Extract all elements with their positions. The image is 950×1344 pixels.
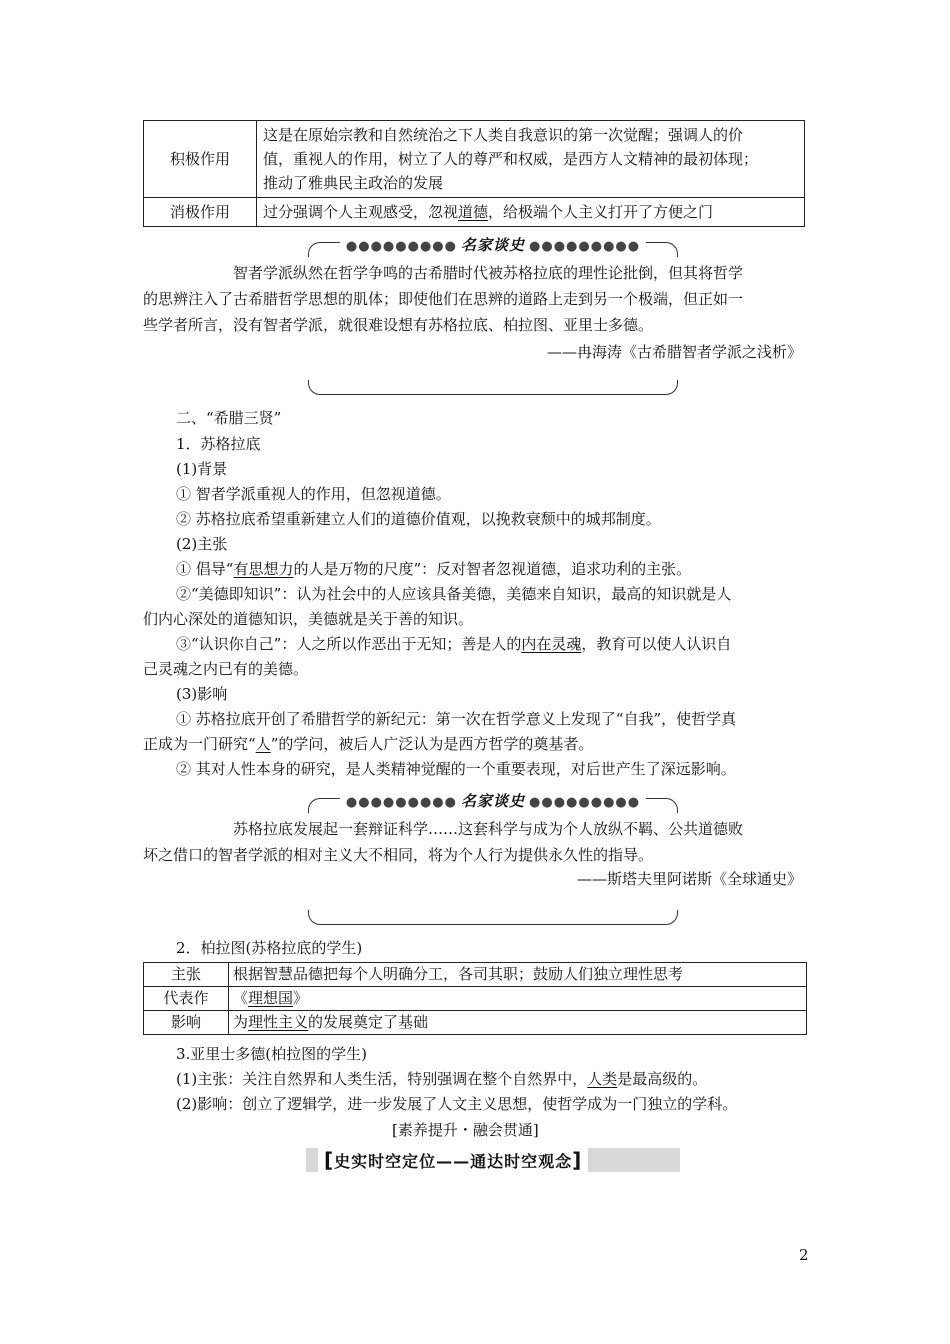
claim-2b: 们内心深处的道德知识，美德就是关于善的知识。 (143, 610, 474, 628)
text-span: ，给极端个人主义打开了方便之门 (488, 203, 714, 221)
quote2-source: ——斯塔夫里阿诺斯《全球通史》 (576, 870, 802, 888)
underlined-term: 理性主义 (248, 1013, 309, 1031)
underlined-term: 理想国 (248, 989, 294, 1007)
table-row (144, 963, 807, 987)
section-banner (306, 1148, 680, 1172)
plato-table (143, 962, 807, 1035)
text-span: 是最高级的。 (617, 1070, 708, 1088)
right-bracket-icon: ] (572, 1148, 583, 1172)
quote-line: 坏之借口的智者学派的相对主义大不相同，将为个人行为提供永久性的指导。 (143, 846, 654, 864)
page-number: 2 (799, 1246, 809, 1264)
negative-effect-label: 消极作用 (144, 198, 257, 227)
aristotle-influence: (2)影响：创立了逻辑学，进一步发展了人文主义思想，使哲学成为一门独立的学科。 (176, 1095, 738, 1113)
quote-line: 苏格拉底发展起一套辩证科学……这套科学与成为个人放纵不羁、公共道德败 (233, 820, 744, 838)
banner-label-wrap (318, 1148, 588, 1172)
table-row (144, 987, 807, 1011)
claim-3b: 己灵魂之内已有的美德。 (143, 660, 309, 678)
aristotle-claim (176, 1067, 707, 1091)
text-line: 推动了雅典民主政治的发展 (263, 174, 444, 192)
text-span: ，教育可以使人认识自 (581, 635, 732, 653)
box-header: ●●●●●●●●● 名家谈史 ●●●●●●●●● (340, 234, 646, 255)
quote1-source: ——冉海涛《古希腊智者学派之浅析》 (546, 343, 802, 361)
claim-1 (176, 557, 691, 581)
banner-label: 史实时空定位——通达时空观念 (334, 1152, 573, 1171)
underlined-term: 人类 (587, 1070, 618, 1088)
table-row (144, 198, 805, 227)
underlined-term: 内在灵魂 (521, 635, 582, 653)
footer-note: [素养提升・融会贯通] (392, 1121, 539, 1139)
quote-line: 智者学派纵然在哲学争鸣的古希腊时代被苏格拉底的理性论批倒，但其将哲学 (233, 264, 744, 282)
text-line: 值，重视人的作用，树立了人的尊严和权威，是西方人文精神的最初体现； (263, 150, 759, 168)
box-header-label: 名家谈史 (460, 792, 526, 810)
underlined-term: 有思想力 (233, 560, 294, 578)
underlined-term: 道德 (458, 203, 489, 221)
text-span: ③“认识你自己”：人之所以作恶出于无知；善是人的 (176, 635, 522, 653)
box-header-label: 名家谈史 (460, 236, 526, 254)
box-header: ●●●●●●●●● 名家谈史 ●●●●●●●●● (340, 790, 646, 811)
subsection-aristotle: 3.亚里士多德(柏拉图的学生) (176, 1045, 368, 1063)
plato-work-text (229, 987, 807, 1011)
background-1: ① 智者学派重视人的作用，但忽视道德。 (176, 485, 451, 503)
text-span: 》 (293, 989, 309, 1007)
quote-line: 些学者所言，没有智者学派，就很难设想有苏格拉底、柏拉图、亚里士多德。 (143, 316, 654, 334)
table-row (144, 121, 805, 198)
section-title: 二、“希腊三贤” (176, 409, 282, 427)
subsection-socrates: 1．苏格拉底 (176, 435, 261, 453)
subsection-plato: 2．柏拉图(苏格拉底的学生) (176, 939, 363, 957)
influence-2: ② 其对人性本身的研究，是人类精神觉醒的一个重要表现，对后世产生了深远影响。 (176, 760, 736, 778)
text-span: (1)主张：关注自然界和人类生活，特别强调在整个自然界中， (176, 1070, 588, 1088)
underlined-term: 人 (255, 735, 271, 753)
plato-claim-text: 根据智慧品德把每个人明确分工，各司其职；鼓励人们独立理性思考 (229, 963, 807, 987)
box-bottom-border (308, 380, 678, 395)
claim-2a: ②“美德即知识”：认为社会中的人应该具备美德，美德来自知识，最高的知识就是人 (176, 585, 732, 603)
text-span: 的人是万物的尺度”：反对智者忽视道德，追求功利的主张。 (293, 560, 692, 578)
influence-1b (143, 732, 593, 756)
effects-table (143, 120, 805, 227)
text-span: 的发展奠定了基础 (308, 1013, 429, 1031)
background-2: ② 苏格拉底希望重新建立人们的道德价值观，以挽救衰颓中的城邦制度。 (176, 510, 661, 528)
positive-effect-label: 积极作用 (144, 121, 257, 198)
quote1-text (143, 260, 813, 338)
background-title: (1)背景 (176, 460, 228, 478)
positive-effect-text (257, 121, 805, 198)
text-span: ① 倡导“ (176, 560, 234, 578)
quote-line: 的思辨注入了古希腊哲学思想的肌体；即使他们在思辨的道路上走到另一个极端，但正如一 (143, 290, 744, 308)
quote2-text (143, 816, 813, 868)
text-span: ”的学问，被后人广泛认为是西方哲学的奠基者。 (270, 735, 594, 753)
plato-influence-label: 影响 (144, 1011, 229, 1035)
claims-title: (2)主张 (176, 535, 228, 553)
text-line: 这是在原始宗教和自然统治之下人类自我意识的第一次觉醒；强调人的价 (263, 126, 744, 144)
text-span: 过分强调个人主观感受，忽视 (263, 203, 459, 221)
plato-claim-label: 主张 (144, 963, 229, 987)
plato-work-label: 代表作 (144, 987, 229, 1011)
negative-effect-text (257, 198, 805, 227)
text-span: 正成为一门研究“ (143, 735, 256, 753)
box-bottom-border (308, 910, 678, 925)
claim-3a (176, 632, 731, 656)
plato-influence-text (229, 1011, 807, 1035)
influence-title: (3)影响 (176, 685, 228, 703)
influence-1a: ① 苏格拉底开创了希腊哲学的新纪元：第一次在哲学意义上发现了“自我”，使哲学真 (176, 710, 737, 728)
text-span: 《 (233, 989, 249, 1007)
text-span: 为 (233, 1013, 249, 1031)
left-bracket-icon: [ (324, 1148, 335, 1172)
table-row (144, 1011, 807, 1035)
